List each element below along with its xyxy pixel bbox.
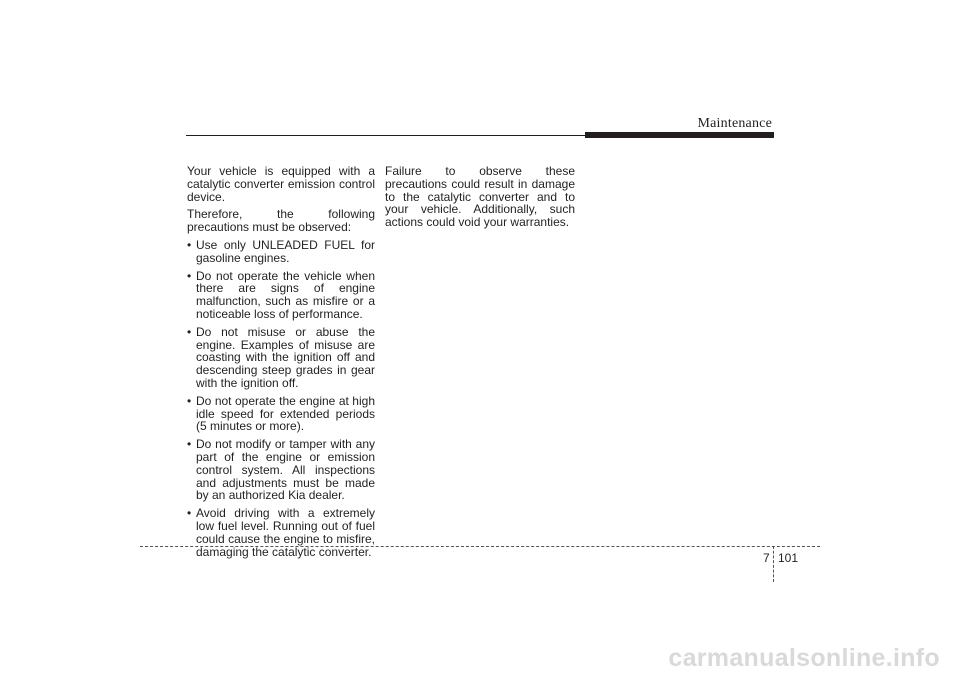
chapter-number: 7 bbox=[763, 551, 770, 565]
list-item-text: Avoid driving with a extremely low fuel level. Running out of fuel could cause the engine to misfire, damaging the catalytic converter. bbox=[196, 506, 375, 559]
list-item bbox=[187, 326, 375, 390]
section-title: Maintenance bbox=[697, 116, 772, 131]
watermark: carmanualsonline.info bbox=[668, 644, 940, 672]
lead-paragraph: Therefore, the following precautions must be observed: bbox=[187, 207, 375, 235]
bullet-icon: • bbox=[187, 506, 192, 521]
page-number: 101 bbox=[778, 551, 799, 565]
bullet-icon: • bbox=[187, 324, 192, 339]
warning-paragraph: Failure to observe these precautions could result in damage to the catalytic converter and to your vehicle. Additionally, such actions could void your warranties. bbox=[385, 164, 575, 230]
footer-vertical-divider bbox=[773, 546, 774, 582]
list-item-text: Do not modify or tamper with any part of the engine or emission control system. All inspections and adjustments must be made by an authorized Kia dealer. bbox=[196, 437, 375, 503]
intro-paragraph: Your vehicle is equipped with a catalytic converter emission control device. bbox=[187, 164, 375, 204]
footer-dashed-rule bbox=[140, 546, 820, 547]
right-column bbox=[385, 165, 575, 234]
bullet-icon: • bbox=[187, 237, 192, 252]
list-item bbox=[187, 395, 375, 433]
precautions-list bbox=[187, 239, 375, 558]
list-item-text: Do not operate the vehicle when there are signs of engine malfunction, such as misfire or a noticeable loss of performance. bbox=[196, 268, 375, 321]
list-item-text: Use only UNLEADED FUEL for gasoline engines. bbox=[196, 237, 375, 265]
list-item bbox=[187, 507, 375, 558]
left-column bbox=[187, 165, 375, 563]
list-item bbox=[187, 270, 375, 321]
list-item-text: Do not misuse or abuse the engine. Examples of misuse are coasting with the ignition off and descending steep grades in gear with the ignition off. bbox=[196, 324, 375, 390]
header-rule-thin bbox=[186, 135, 586, 136]
bullet-icon: • bbox=[187, 393, 192, 408]
list-item bbox=[187, 239, 375, 265]
header-rule-thick bbox=[585, 132, 774, 138]
list-item-text: Do not operate the engine at high idle speed for extended periods (5 minutes or more). bbox=[196, 393, 375, 434]
bullet-icon: • bbox=[187, 268, 192, 283]
bullet-icon: • bbox=[187, 437, 192, 452]
list-item bbox=[187, 438, 375, 502]
